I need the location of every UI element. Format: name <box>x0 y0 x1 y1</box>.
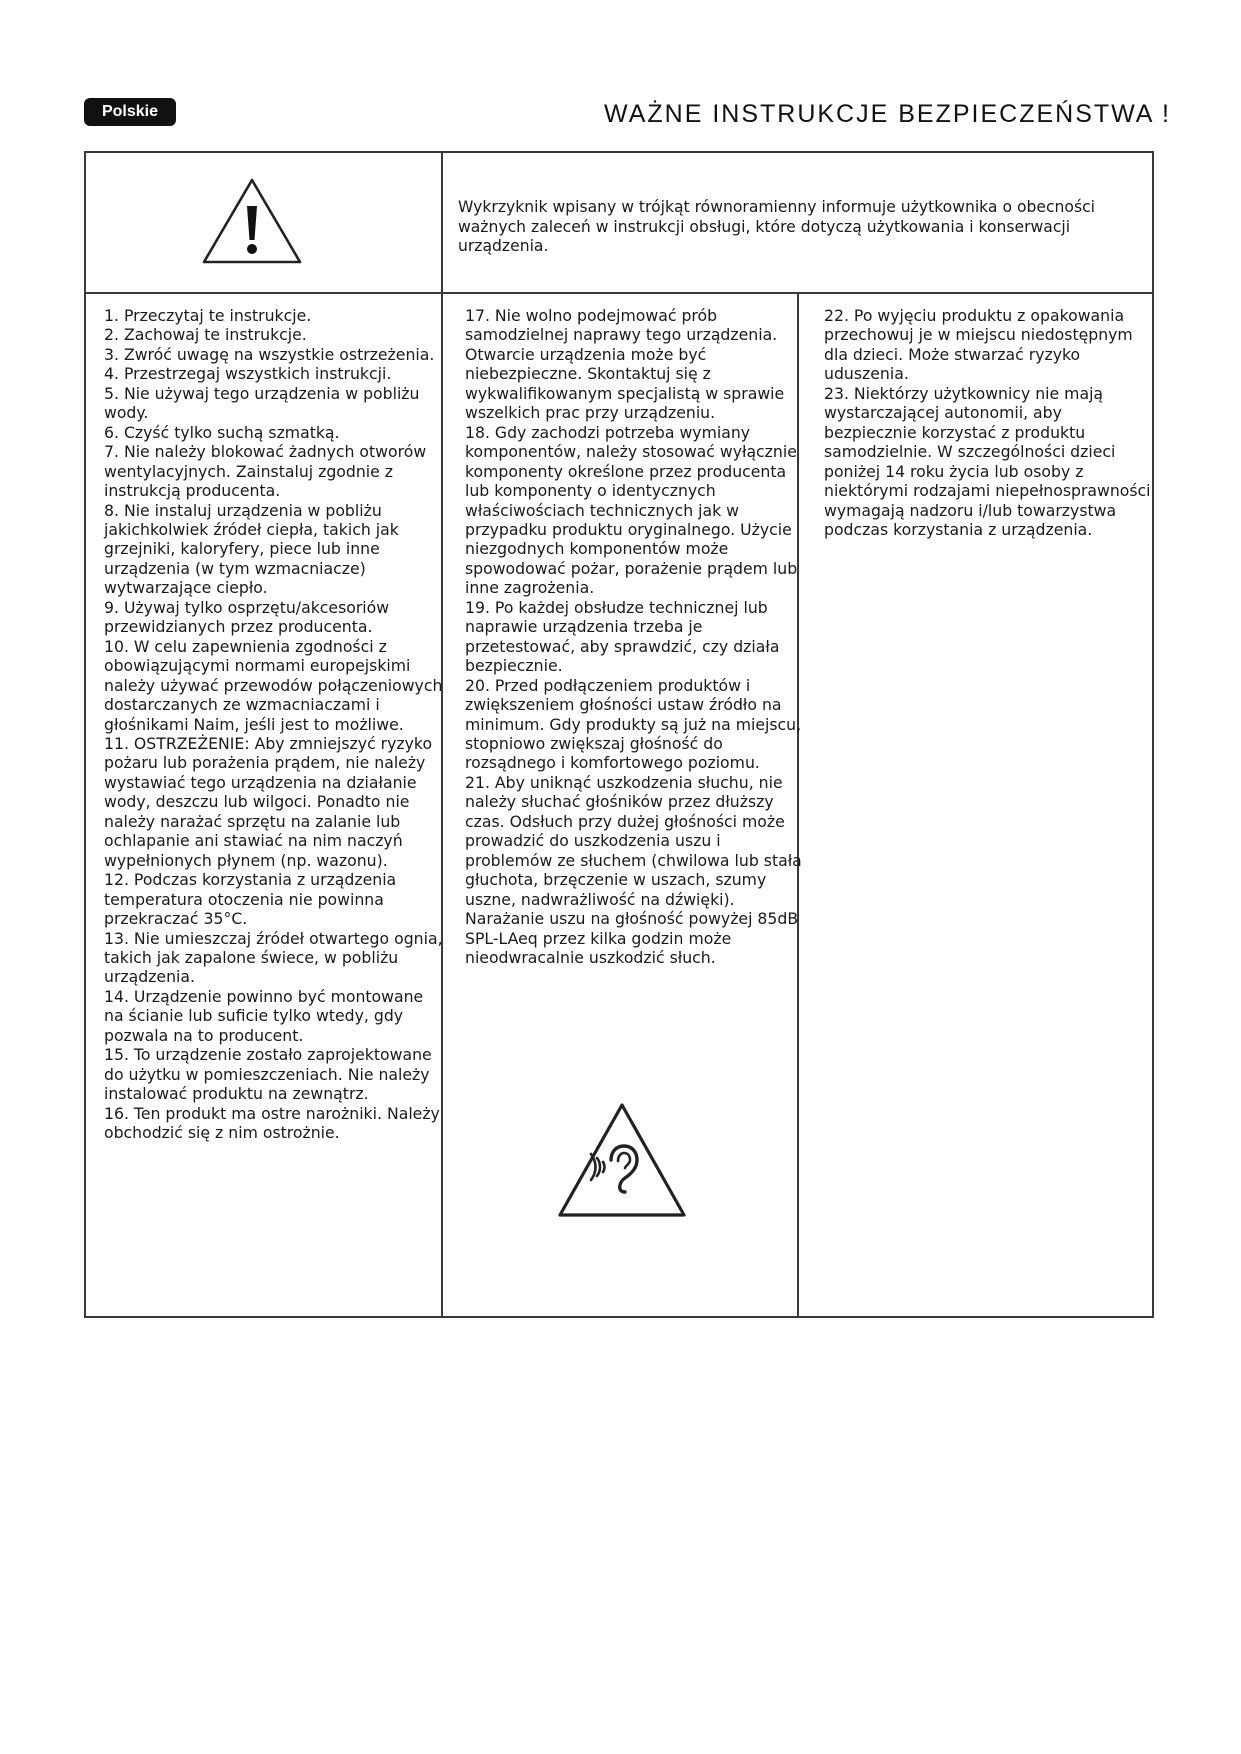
list-item: 12. Podczas korzystania z urządzenia temperatura otoczenia nie powinna przekraczać 35°C. <box>104 870 397 929</box>
list-item: 6. Czyść tylko suchą szmatką. <box>104 422 340 442</box>
list-item: 19. Po każdej obsłudze technicznej lub naprawie urządzenia trzeba je przetestować, aby sprawdzić, czy działa bezpiecznie. <box>465 597 780 676</box>
list-item: 4. Przestrzegaj wszystkich instrukcji. <box>104 364 392 384</box>
list-item: 20. Przed podłączeniem produktów i zwiększeniem głośności ustaw źródło na minimum. Gdy produkty są już na miejscu, stopniowo zwiększaj głośność do rozsądnego i komfortowego poziomu. <box>465 675 802 773</box>
list-item: 2. Zachowaj te instrukcje. <box>104 325 307 345</box>
list-item: 23. Niektórzy użytkownicy nie mają wystarczającej autonomii, aby bezpiecznie korzystać z produktu samodzielnie. W szczególności dzieci poniżej 14 roku życia lub osoby z niektórymi rodzajami niepełnosprawności wymagają nadzoru i/lub towarzystwa podczas korzystania z urządzenia. <box>824 383 1151 539</box>
instructions-column-1 <box>104 306 444 1142</box>
list-item: 18. Gdy zachodzi potrzeba wymiany komponentów, należy stosować wyłącznie komponenty określone przez producenta lub komponenty o identycznych właściwościach technicznych jak w przypadku produktu oryginalnego. Użycie niezgodnych komponentów może spowodować pożar, porażenie prądem lub inne zagrożenia. <box>465 422 798 598</box>
hearing-warning-icon <box>555 1100 689 1220</box>
list-item: 15. To urządzenie zostało zaprojektowane do użytku w pomieszczeniach. Nie należy instalować produktu na zewnątrz. <box>104 1045 432 1104</box>
list-item: 14. Urządzenie powinno być montowane na ścianie lub suficie tylko wtedy, gdy pozwala na to producent. <box>104 986 424 1045</box>
list-item: 5. Nie używaj tego urządzenia w pobliżu wody. <box>104 383 420 423</box>
list-item: 7. Nie należy blokować żadnych otworów wentylacyjnych. Zainstaluj zgodnie z instrukcją producenta. <box>104 442 427 501</box>
instructions-column-3 <box>824 306 1156 539</box>
table-header-divider <box>84 292 1154 294</box>
list-item: 10. W celu zapewnienia zgodności z obowiązującymi normami europejskimi należy używać przewodów połączeniowych dostarczanych ze wzmacniaczami i głośnikami Naim, jeśli jest to możliwe. <box>104 636 443 734</box>
list-item: 3. Zwróć uwagę na wszystkie ostrzeżenia. <box>104 344 435 364</box>
list-item: 17. Nie wolno podejmować prób samodzielnej naprawy tego urządzenia. Otwarcie urządzenia może być niebezpieczne. Skontaktuj się z wykwalifikowanym specjalistą w sprawie wszelkich prac przy urządzeniu. <box>465 306 785 423</box>
instructions-column-2 <box>465 306 805 967</box>
language-badge: Polskie <box>84 98 176 126</box>
list-item: 8. Nie instaluj urządzenia w pobliżu jakichkolwiek źródeł ciepła, takich jak grzejniki, kaloryfery, piece lub inne urządzenia (w tym wzmacniacze) wytwarzające ciepło. <box>104 500 399 598</box>
list-item: 21. Aby uniknąć uszkodzenia słuchu, nie należy słuchać głośników przez dłuższy czas. Odsłuch przy dużej głośności może prowadzić do uszkodzenia uszu i problemów ze słuchem (chwilowa lub stała głuchota, brzęczenie w uszach, szumy uszne, nadwrażliwość na dźwięki). Narażanie uszu na głośność powyżej 85dB SPL-LAeq przez kilka godzin może nieodwracalnie uszkodzić słuch. <box>465 772 802 967</box>
list-item: 13. Nie umieszczaj źródeł otwartego ognia, takich jak zapalone świece, w pobliżu urządzenia. <box>104 928 443 987</box>
list-item: 16. Ten produkt ma ostre narożniki. Należy obchodzić się z nim ostrożnie. <box>104 1103 440 1143</box>
list-item: 22. Po wyjęciu produktu z opakowania przechowuj je w miejscu niedostępnym dla dzieci. Może stwarzać ryzyko uduszenia. <box>824 306 1133 384</box>
list-item: 11. OSTRZEŻENIE: Aby zmniejszyć ryzyko pożaru lub porażenia prądem, nie należy wystawiać tego urządzenia na działanie wody, deszczu lub wilgoci. Ponadto nie należy narażać sprzętu na zalanie lub ochlapanie ani stawiać na nim naczyń wypełnionych płynem (np. wazonu). <box>104 733 433 870</box>
intro-description: Wykrzyknik wpisany w trójkąt równoramienny informuje użytkownika o obecności ważnych zaleceń w instrukcji obsługi, które dotyczą użytkowania i konserwacji urządzenia. <box>458 198 1095 255</box>
page-title: WAŻNE INSTRUKCJE BEZPIECZEŃSTWA ! <box>604 100 1171 128</box>
list-item: 1. Przeczytaj te instrukcje. <box>104 306 312 325</box>
list-item: 9. Używaj tylko osprzętu/akcesoriów przewidzianych przez producenta. <box>104 597 390 637</box>
warning-triangle-icon <box>200 176 304 266</box>
